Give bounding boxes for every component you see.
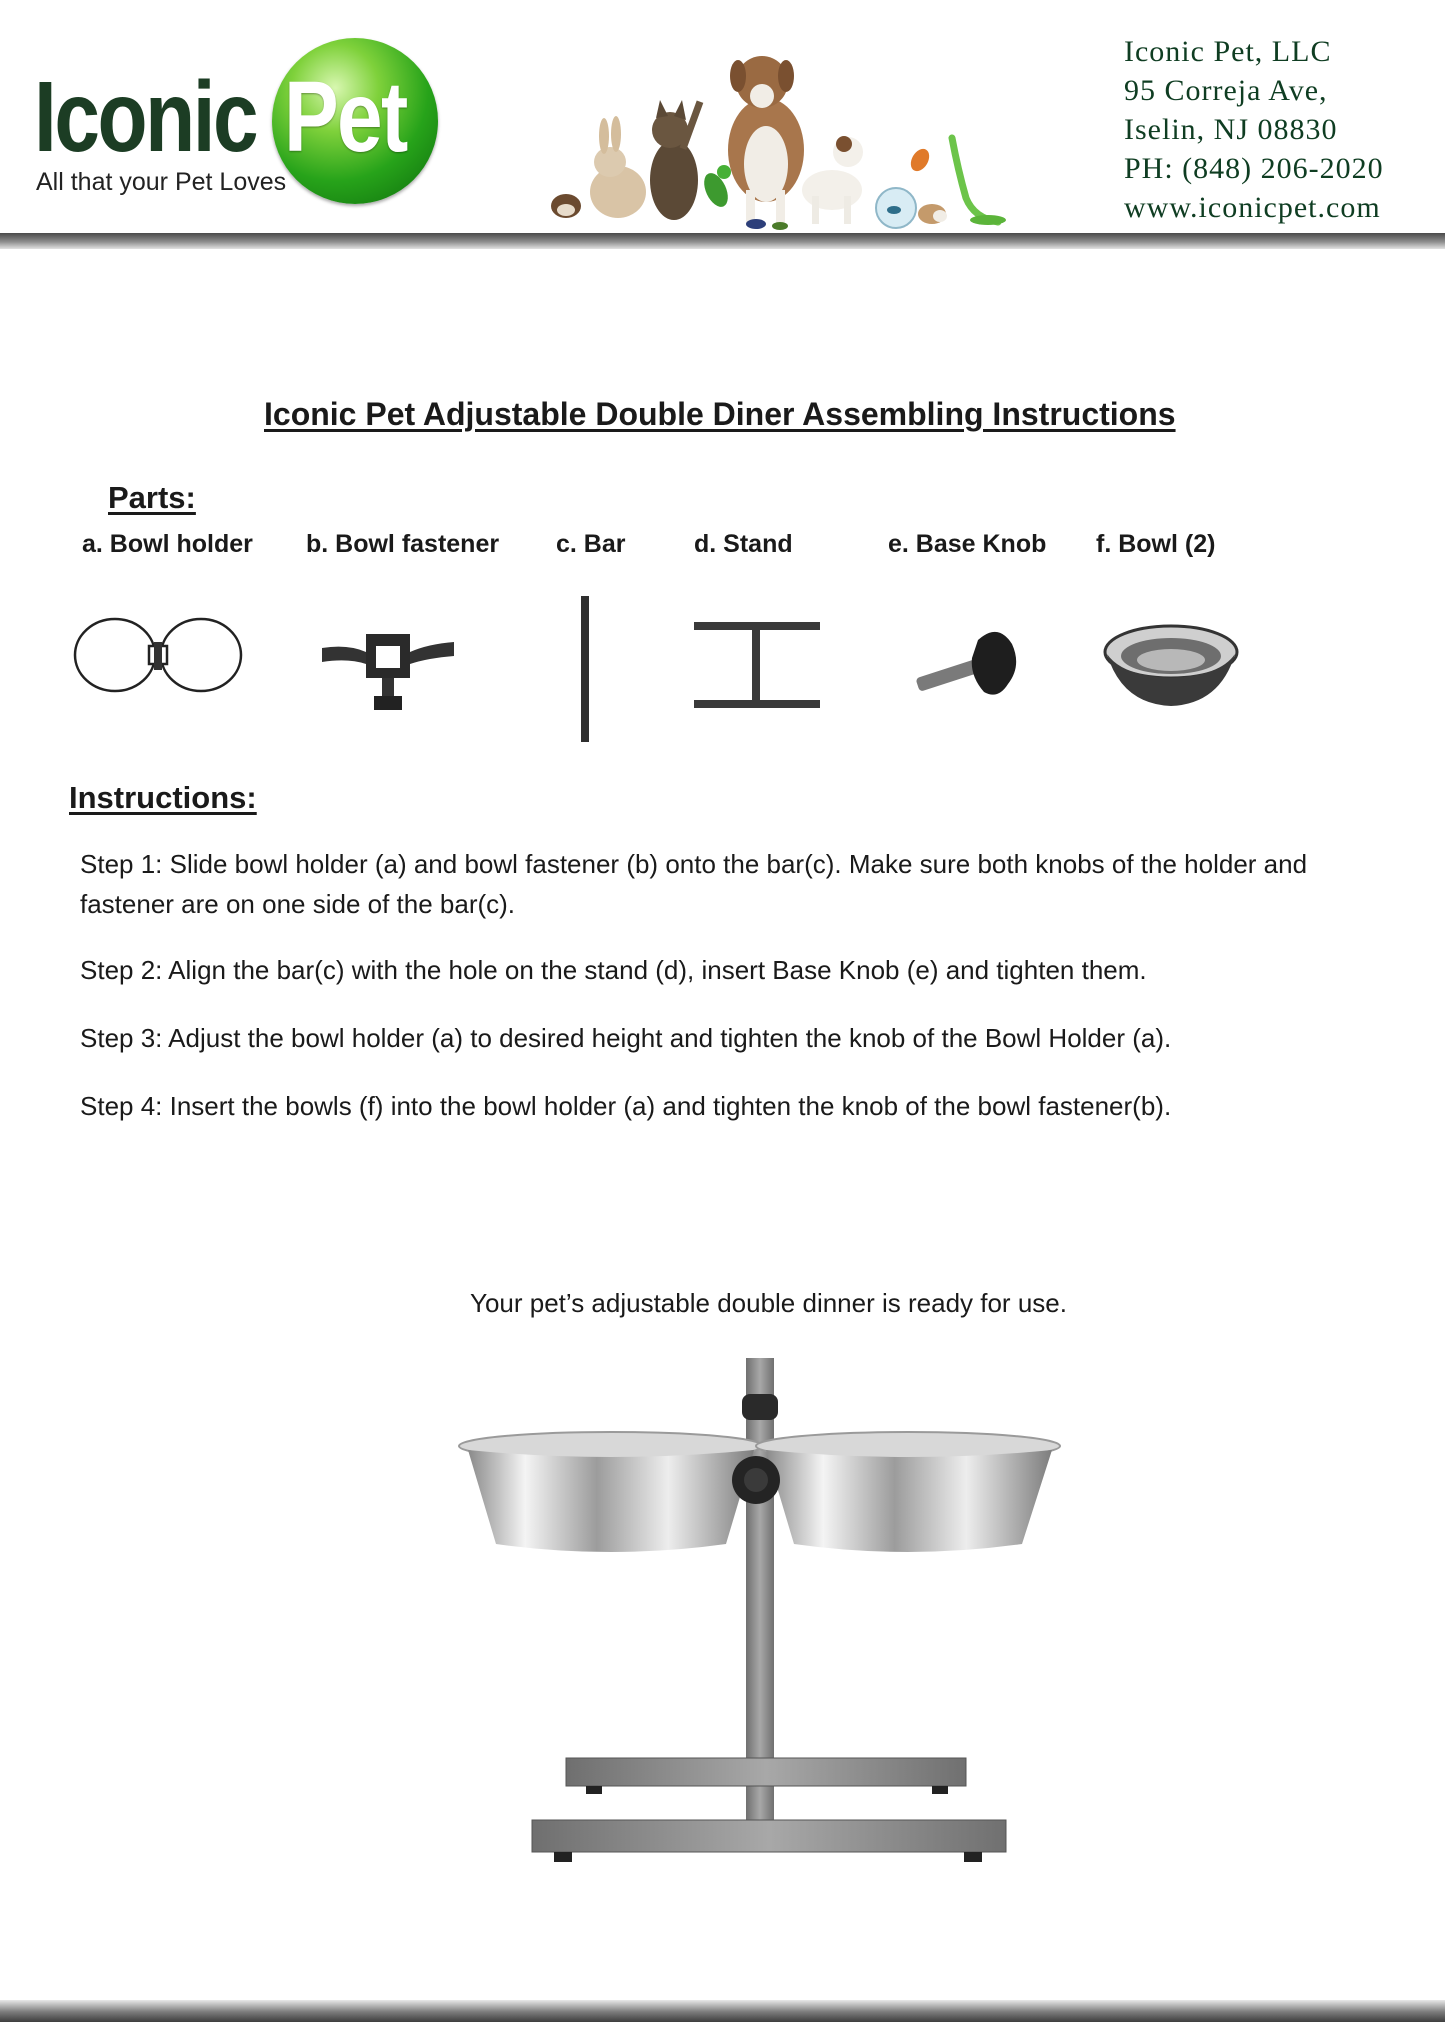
- part-label-stand: d. Stand: [694, 530, 793, 558]
- footer-divider: [0, 2000, 1445, 2022]
- logo-iconic-text: Iconic: [34, 61, 257, 173]
- pets-group-image: [548, 30, 1028, 230]
- header-divider: [0, 233, 1445, 249]
- assembled-double-diner-image: [456, 1354, 1066, 1874]
- company-website: www.iconicpet.com: [1124, 191, 1381, 224]
- company-name: Iconic Pet, LLC: [1124, 35, 1332, 68]
- letterhead: [0, 0, 1445, 240]
- bowl-icon: [1102, 620, 1240, 714]
- parts-heading: Parts:: [108, 480, 196, 515]
- bar-icon: [578, 596, 594, 744]
- part-label-bar: c. Bar: [556, 530, 626, 558]
- stand-icon: [692, 620, 822, 712]
- company-city: Iselin, NJ 08830: [1124, 113, 1338, 146]
- part-label-base-knob: e. Base Knob: [888, 530, 1047, 558]
- step-4-text: Step 4: Insert the bowls (f) into the bowl holder (a) and tighten the knob of the bowl fastener(b).: [80, 1091, 1172, 1121]
- bowl-fastener-icon: [318, 622, 458, 722]
- company-phone: PH: (848) 206-2020: [1124, 152, 1384, 185]
- part-label-bowl-holder: a. Bowl holder: [82, 530, 253, 558]
- part-label-bowl: f. Bowl (2): [1096, 530, 1216, 558]
- logo-tagline: All that your Pet Loves: [36, 168, 287, 196]
- bowl-holder-icon: [72, 612, 244, 698]
- step-2-text: Step 2: Align the bar(c) with the hole on the stand (d), insert Base Knob (e) and tighten them.: [80, 955, 1147, 985]
- step-3-text: Step 3: Adjust the bowl holder (a) to desired height and tighten the knob of the Bowl Holder (a).: [80, 1023, 1172, 1053]
- page-title: Iconic Pet Adjustable Double Diner Assembling Instructions: [264, 396, 1176, 432]
- logo-pet-text: Pet: [284, 61, 407, 173]
- step-1-text: Step 1: Slide bowl holder (a) and bowl fastener (b) onto the bar(c). Make sure both knobs of the holder and fastener are on one side of the bar(c).: [80, 849, 1308, 919]
- base-knob-icon: [912, 622, 1024, 706]
- company-address-block: [1124, 32, 1384, 227]
- part-label-bowl-fastener: b. Bowl fastener: [306, 530, 500, 558]
- company-street: 95 Correja Ave,: [1124, 74, 1328, 107]
- instructions-heading: Instructions:: [69, 780, 257, 815]
- completion-message: Your pet’s adjustable double dinner is ready for use.: [470, 1288, 1067, 1318]
